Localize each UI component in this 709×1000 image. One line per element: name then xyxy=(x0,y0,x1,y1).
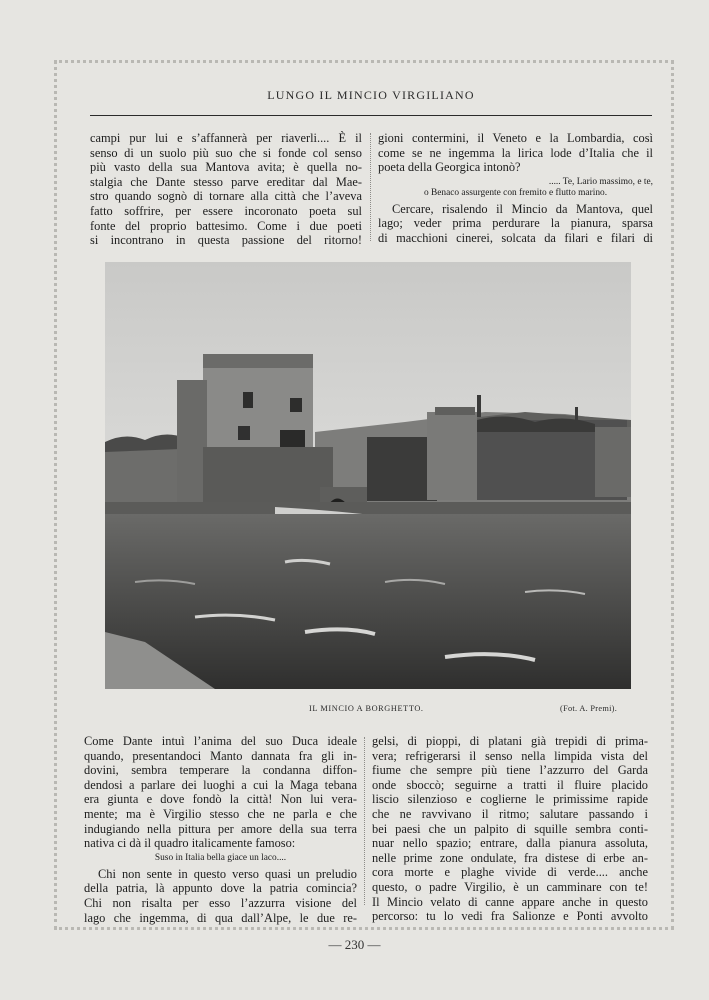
text-line: dovini, sembra temperare la condanna diffon- xyxy=(84,763,357,778)
text-line: senso di un suolo più suo che si fonde col senso xyxy=(90,145,362,160)
text-line: questo, o padre Virgilio, è un camminare con te! xyxy=(372,879,648,894)
bottom-right-column xyxy=(372,734,648,924)
text-line: fonte del proprio battesimo. Come i due poeti xyxy=(90,218,362,233)
quote-line: o Benaco assurgente con fremito e flutto marino. xyxy=(423,187,608,198)
text-line: onde sboccò; seguirne a tratti il fluire placido xyxy=(372,777,648,792)
bottom-left-column xyxy=(84,734,357,925)
text-line: della patria, là appunto dove la patria comincia? xyxy=(84,881,357,896)
text-line: poeta della Georgica intonò? xyxy=(378,160,521,175)
text-line: vera; refrigerarsi il senso nella limpida vista del xyxy=(372,748,648,763)
text-line: quando, presentandoci Manto dannata fra gli in- xyxy=(84,748,357,763)
photo-mincio-borghetto xyxy=(105,262,631,689)
text-line: cora morte e plaghe vivide di verde.... anche xyxy=(372,865,648,880)
text-line: che ne ravvivano il ritmo; salutare passando i xyxy=(372,806,648,821)
text-line: Chi non risalta per esso l’azzurra visione del xyxy=(84,895,357,910)
text-line: nuar nello spazio; entrare, dalla pianura assoluta, xyxy=(372,836,648,851)
text-line: gelsi, di pioppi, di platani già trepidi di prima- xyxy=(372,734,648,748)
column-divider-top xyxy=(370,133,371,241)
photo-caption-title: IL MINCIO A BORGHETTO. xyxy=(309,704,424,713)
text-line: fatto soffrire, per essere incoronato poeta sul xyxy=(90,203,362,218)
text-line: come se ne ingemma la lirica lode d’Italia che il xyxy=(378,145,653,160)
header-rule xyxy=(90,115,652,116)
text-line: era giunta e dove fondò la città! Non lui vera- xyxy=(84,792,357,807)
text-line: Il Mincio velato di canne appare anche in questo xyxy=(372,894,648,909)
text-line: indugiando nella pittura per amore della sua terra xyxy=(84,821,357,836)
text-line: lago; veder prima perdurare la pianura, sparsa xyxy=(378,216,653,231)
text-line: dendosi a parlare dei luoghi a cui la Maga tebana xyxy=(84,777,357,792)
dante-quote: Suso in Italia bella giace un laco.... xyxy=(154,852,287,863)
text-line: stalgia che Dante stesso parve ereditar dal Mae- xyxy=(90,174,362,189)
text-line: mente; ma è Virgilio stesso che ne parla e che xyxy=(84,806,357,821)
text-line: percorso: tu lo vedi fra Salionze e Ponti avvolto xyxy=(372,909,648,924)
text-line: Chi non sente in questo verso quasi un preludio xyxy=(98,866,357,881)
text-line: lago che ingemma, di qua dall’Alpe, le due re- xyxy=(84,910,357,925)
text-line: gioni contermini, il Veneto e la Lombardia, così xyxy=(378,131,653,145)
virgil-quote xyxy=(378,177,653,199)
page-number: — 230 — xyxy=(328,937,381,952)
text-line: campi pur lui e s’affannerà per riaverli.... È il xyxy=(90,131,362,145)
text-line: bei paesi che un palpito di squille sembra conti- xyxy=(372,821,648,836)
quote-line: ..... Te, Lario massimo, e te, xyxy=(548,176,653,187)
text-line: nativa ci dà il quadro italicamente famoso: xyxy=(84,836,296,851)
text-line: stro quando sognò di tornare alla città che l’aveva xyxy=(90,189,362,204)
running-head: LUNGO IL MINCIO VIRGILIANO xyxy=(267,88,475,102)
text-line: di macchioni cinerei, solcata da filari e filari di xyxy=(378,230,653,245)
text-line: Come Dante intuì l’anima del suo Duca ideale xyxy=(84,734,357,748)
top-left-column xyxy=(90,131,362,248)
column-divider-bottom xyxy=(364,737,365,905)
text-line: nelle prime zone ondulate, fra distese di erbe an- xyxy=(372,850,648,865)
top-right-column xyxy=(378,131,653,246)
text-line: liscio silenzioso e coglierne le primissime rapide xyxy=(372,792,648,807)
text-line: fiume che sempre più tiene l’azzurro del Garda xyxy=(372,763,648,778)
text-line: si incontrano in questa passione del ritorno! xyxy=(90,233,362,248)
text-line: Cercare, risalendo il Mincio da Mantova, quel xyxy=(392,201,653,216)
photo-caption-credit: (Fot. A. Premi). xyxy=(560,704,618,713)
text-line: più vasto della sua Mantova avita; è quella no- xyxy=(90,160,362,175)
